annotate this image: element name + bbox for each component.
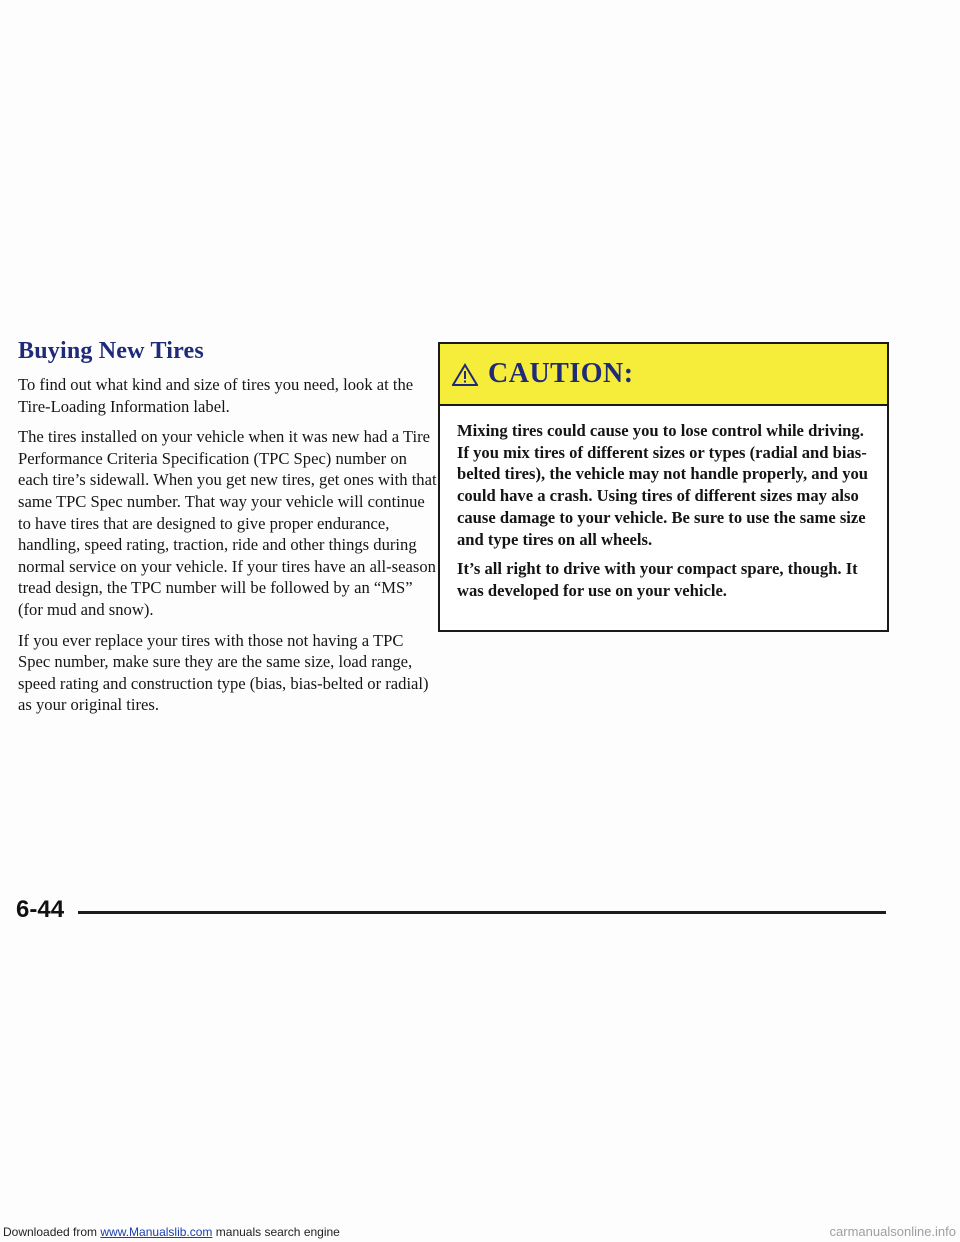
section-title: Buying New Tires bbox=[18, 338, 204, 364]
download-prefix: Downloaded from bbox=[3, 1225, 101, 1239]
caution-box bbox=[438, 342, 889, 632]
footer-rule bbox=[78, 911, 886, 914]
download-banner bbox=[0, 1224, 960, 1242]
caution-header bbox=[440, 344, 887, 406]
download-suffix: manuals search engine bbox=[212, 1225, 340, 1239]
download-note bbox=[3, 1225, 340, 1239]
body-column bbox=[18, 374, 438, 725]
caution-paragraph: Mixing tires could cause you to lose control while driving. If you mix tires of different sizes or types (radial and bias-belted tires), the vehicle may not handle properly, and you could have a crash. Using tires of different sizes may also cause damage to your vehicle. Be sure to use the same size and type tires on all wheels. bbox=[457, 421, 869, 549]
body-paragraph: If you ever replace your tires with those not having a TPC Spec number, make sure they are the same size, load range, speed rating and construction type (bias, bias-belted or radial) as your original tires. bbox=[18, 630, 429, 715]
page-number: 6-44 bbox=[16, 896, 65, 923]
manualslib-link[interactable]: www.Manualslib.com bbox=[100, 1225, 213, 1239]
body-paragraph: The tires installed on your vehicle when it was new had a Tire Performance Criteria Specification (TPC Spec) number on each tire’s sidewall. When you get new tires, get ones with that same TPC Spec number. That way your vehicle will continue to have tires that are designed to give proper endurance, handling, speed rating, traction, ride and other things during normal service on your vehicle. If your tires have an all-season tread design, the TPC number will be followed by an “MS” (for mud and snow). bbox=[18, 427, 437, 619]
caution-paragraph: It’s all right to drive with your compact spare, though. It was developed for use on your vehicle. bbox=[457, 559, 858, 600]
warning-triangle-icon bbox=[452, 363, 478, 387]
caution-label: CAUTION: bbox=[488, 358, 634, 389]
body-paragraph: To find out what kind and size of tires you need, look at the Tire-Loading Information label. bbox=[18, 375, 414, 416]
watermark-text: carmanualsonline.info bbox=[829, 1224, 956, 1239]
caution-body bbox=[440, 406, 887, 602]
